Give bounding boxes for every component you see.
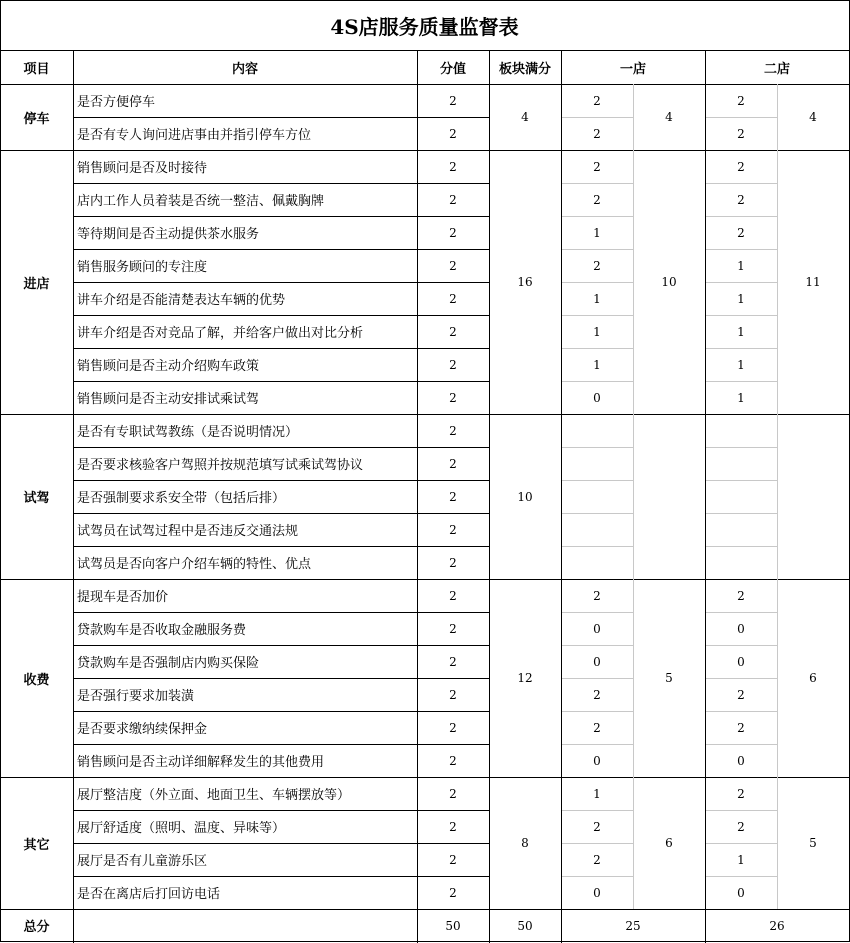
row-store2-score: 1 <box>737 852 745 867</box>
row-store2-score: 1 <box>737 258 745 273</box>
grid-line <box>777 150 778 415</box>
row-store2-score: 2 <box>737 687 745 702</box>
grid-line <box>73 414 74 580</box>
row-store2-score: 2 <box>737 588 745 603</box>
row-store2-score: 1 <box>737 324 745 339</box>
grid-line <box>561 678 634 679</box>
row-score: 2 <box>449 291 457 306</box>
store2-section-total: 6 <box>809 671 817 685</box>
store1-section-total: 10 <box>661 275 677 289</box>
row-content: 试驾员在试驾过程中是否违反交通法规 <box>77 524 299 539</box>
grid-line <box>705 711 778 712</box>
section-name: 试驾 <box>23 491 50 506</box>
store1-section-total: 5 <box>665 671 673 685</box>
row-store1-score: 2 <box>593 192 601 207</box>
section-name: 其它 <box>23 837 50 853</box>
grid-line <box>561 876 634 877</box>
row-score: 2 <box>449 522 457 537</box>
row-score: 2 <box>449 93 457 108</box>
row-content: 是否在离店后打回访电话 <box>77 887 221 902</box>
grid-line <box>705 216 778 217</box>
grid-line <box>561 50 562 85</box>
row-content: 贷款购车是否收取金融服务费 <box>77 623 247 638</box>
grid-line <box>489 150 490 415</box>
grid-line <box>73 84 74 151</box>
grid-line <box>561 480 634 481</box>
grid-line <box>561 744 634 745</box>
grid-line <box>73 183 490 184</box>
row-store1-score <box>561 447 633 480</box>
row-content: 销售顾问是否主动安排试乘试驾 <box>77 392 260 407</box>
row-score: 2 <box>449 390 457 405</box>
grid-line <box>705 315 778 316</box>
row-score: 2 <box>449 225 457 240</box>
grid-line <box>705 612 778 613</box>
row-store2-score: 2 <box>737 93 745 108</box>
row-content: 讲车介绍是否能清楚表达车辆的优势 <box>77 293 286 308</box>
grid-line <box>705 84 706 151</box>
row-content: 展厅舒适度（照明、温度、异味等） <box>77 821 286 836</box>
row-store2-score: 2 <box>737 159 745 174</box>
row-content: 贷款购车是否强制店内购买保险 <box>77 656 260 671</box>
row-score: 2 <box>449 852 457 867</box>
grid-line <box>705 777 706 910</box>
grid-line <box>777 777 778 910</box>
row-store1-score: 1 <box>593 225 601 240</box>
row-store2-score: 2 <box>737 819 745 834</box>
row-score: 2 <box>449 192 457 207</box>
grid-line <box>633 579 634 778</box>
section-full-score: 12 <box>517 671 533 685</box>
grid-line <box>705 117 778 118</box>
grid-line <box>561 315 634 316</box>
row-content: 是否要求缴纳续保押金 <box>77 722 208 737</box>
row-store2-score: 2 <box>737 126 745 141</box>
table-title: 4S店服务质量监督表 <box>330 14 519 39</box>
row-score: 2 <box>449 687 457 702</box>
grid-line <box>633 777 634 910</box>
grid-line <box>705 480 778 481</box>
row-score: 2 <box>449 753 457 768</box>
grid-line <box>561 843 634 844</box>
row-content: 销售顾问是否及时接待 <box>77 161 208 176</box>
grid-line <box>777 414 778 580</box>
row-store2-score: 2 <box>737 786 745 801</box>
grid-line <box>633 84 634 151</box>
grid-line <box>73 216 490 217</box>
row-store1-score: 2 <box>593 720 601 735</box>
grid-line <box>561 84 562 151</box>
row-content: 讲车介绍是否对竞品了解，并给客户做出对比分析 <box>77 326 364 341</box>
grid-line <box>705 50 706 85</box>
grid-line <box>73 810 490 811</box>
row-store1-score <box>561 546 633 579</box>
row-content: 店内工作人员着装是否统一整洁、佩戴胸牌 <box>77 194 325 209</box>
grid-line <box>73 249 490 250</box>
row-content: 提现车是否加价 <box>77 590 169 605</box>
grid-line <box>561 381 634 382</box>
row-store1-score: 1 <box>593 786 601 801</box>
row-store1-score: 1 <box>593 324 601 339</box>
grid-line <box>705 645 778 646</box>
store2-section-total: 4 <box>809 110 817 124</box>
header-score: 分值 <box>439 61 466 77</box>
row-content: 试驾员是否向客户介绍车辆的特性、优点 <box>77 557 312 572</box>
grid-line <box>561 579 562 778</box>
grid-line <box>73 480 490 481</box>
grid-line <box>417 84 418 151</box>
row-store2-score <box>705 546 777 579</box>
grid-line <box>705 447 778 448</box>
row-store2-score: 0 <box>737 621 745 636</box>
section-full-score: 10 <box>517 489 533 504</box>
grid-line <box>73 150 74 415</box>
row-content: 是否方便停车 <box>77 95 156 110</box>
grid-line <box>561 513 634 514</box>
row-store2-score: 2 <box>737 225 745 240</box>
grid-line <box>561 348 634 349</box>
grid-line <box>73 645 490 646</box>
row-store1-score: 0 <box>593 390 601 405</box>
grid-line <box>489 84 490 151</box>
row-content: 是否有专职试驾教练（是否说明情况） <box>77 425 299 440</box>
row-store2-score: 0 <box>737 654 745 669</box>
row-store2-score <box>705 513 777 546</box>
grid-line <box>0 0 850 1</box>
row-store1-score: 2 <box>593 852 601 867</box>
grid-line <box>777 84 778 151</box>
section-name: 收费 <box>23 672 50 688</box>
grid-line <box>73 546 490 547</box>
row-content: 销售服务顾问的专注度 <box>77 260 208 275</box>
store2-section-total <box>777 414 849 579</box>
grid-line <box>417 579 418 778</box>
grid-line <box>73 612 490 613</box>
grid-line <box>561 546 634 547</box>
row-content: 等待期间是否主动提供茶水服务 <box>77 227 260 242</box>
grid-line <box>73 711 490 712</box>
row-store2-score: 0 <box>737 885 745 900</box>
row-score: 2 <box>449 258 457 273</box>
grid-line <box>705 876 778 877</box>
grid-line <box>417 777 418 910</box>
row-store1-score: 0 <box>593 753 601 768</box>
grid-line <box>705 348 778 349</box>
row-score: 2 <box>449 456 457 471</box>
grid-line <box>561 909 562 943</box>
grid-line <box>705 579 706 778</box>
row-store1-score: 2 <box>593 588 601 603</box>
row-store1-score: 2 <box>593 819 601 834</box>
grid-line <box>705 909 706 943</box>
grid-line <box>417 909 418 943</box>
row-store2-score: 1 <box>737 291 745 306</box>
row-score: 2 <box>449 885 457 900</box>
grid-line <box>705 843 778 844</box>
grid-line <box>73 381 490 382</box>
grid-line <box>73 579 74 778</box>
total-label: 总分 <box>23 920 50 935</box>
section-name: 停车 <box>23 111 50 127</box>
grid-line <box>73 117 490 118</box>
grid-line <box>73 843 490 844</box>
row-store1-score: 0 <box>593 885 601 900</box>
grid-line <box>73 50 74 85</box>
grid-line <box>561 282 634 283</box>
grid-line <box>489 909 490 943</box>
row-content: 销售顾问是否主动介绍购车政策 <box>77 359 260 374</box>
grid-line <box>561 711 634 712</box>
grid-line <box>73 348 490 349</box>
row-score: 2 <box>449 159 457 174</box>
grid-line <box>705 810 778 811</box>
row-store1-score: 2 <box>593 93 601 108</box>
row-store1-score: 2 <box>593 159 601 174</box>
grid-line <box>417 150 418 415</box>
grid-line <box>633 150 634 415</box>
row-content: 是否要求核验客户驾照并按规范填写试乘试驾协议 <box>77 458 364 473</box>
grid-line <box>705 546 778 547</box>
row-store2-score: 1 <box>737 390 745 405</box>
row-score: 2 <box>449 423 457 438</box>
section-name: 进店 <box>23 276 50 292</box>
grid-line <box>561 117 634 118</box>
grid-line <box>561 249 634 250</box>
grid-line <box>777 579 778 778</box>
grid-line <box>489 50 490 85</box>
grid-line <box>489 414 490 580</box>
grid-line <box>705 282 778 283</box>
row-store1-score: 1 <box>593 291 601 306</box>
grid-line <box>73 282 490 283</box>
grid-line <box>561 150 562 415</box>
row-store1-score <box>561 513 633 546</box>
row-store2-score: 2 <box>737 192 745 207</box>
grid-line <box>561 183 634 184</box>
row-store2-score <box>705 480 777 513</box>
grid-line <box>561 216 634 217</box>
row-score: 2 <box>449 621 457 636</box>
grid-line <box>73 744 490 745</box>
grid-line <box>561 777 562 910</box>
grid-line <box>561 810 634 811</box>
grid-line <box>489 579 490 778</box>
grid-line <box>705 744 778 745</box>
row-score: 2 <box>449 819 457 834</box>
grid-line <box>0 50 850 51</box>
header-item: 项目 <box>23 61 50 77</box>
row-score: 2 <box>449 489 457 504</box>
grid-line <box>73 447 490 448</box>
grid-line <box>561 447 634 448</box>
total-store2: 26 <box>769 918 785 933</box>
grid-line <box>705 249 778 250</box>
store2-section-total: 11 <box>805 275 821 289</box>
grid-line <box>561 414 562 580</box>
row-content: 销售顾问是否主动详细解释发生的其他费用 <box>77 755 325 770</box>
row-content: 展厅是否有儿童游乐区 <box>77 854 208 869</box>
header-section-full: 板块满分 <box>498 61 551 77</box>
row-store2-score <box>705 447 777 480</box>
store1-section-total: 4 <box>665 110 673 124</box>
grid-line <box>73 777 74 910</box>
grid-line <box>705 414 706 580</box>
grid-line <box>633 414 634 580</box>
row-store2-score <box>705 414 777 447</box>
header-store1: 一店 <box>619 61 646 77</box>
grid-line <box>417 50 418 85</box>
grid-line <box>73 315 490 316</box>
row-content: 是否有专人询问进店事由并指引停车方位 <box>77 128 312 143</box>
row-score: 2 <box>449 357 457 372</box>
row-store1-score: 2 <box>593 126 601 141</box>
grid-line <box>705 678 778 679</box>
row-store1-score: 2 <box>593 687 601 702</box>
grid-line <box>561 645 634 646</box>
total-full: 50 <box>517 918 533 933</box>
row-score: 2 <box>449 654 457 669</box>
header-content: 内容 <box>231 61 258 77</box>
row-store2-score: 0 <box>737 753 745 768</box>
row-store1-score: 0 <box>593 654 601 669</box>
row-score: 2 <box>449 555 457 570</box>
row-store2-score: 1 <box>737 357 745 372</box>
row-store1-score: 1 <box>593 357 601 372</box>
row-score: 2 <box>449 720 457 735</box>
grid-line <box>73 909 74 943</box>
total-store1: 25 <box>625 918 641 933</box>
row-score: 2 <box>449 588 457 603</box>
row-store2-score: 2 <box>737 720 745 735</box>
grid-line <box>73 876 490 877</box>
row-store1-score <box>561 414 633 447</box>
header-store2: 二店 <box>763 61 790 77</box>
row-score: 2 <box>449 324 457 339</box>
grid-line <box>417 414 418 580</box>
grid-line <box>705 381 778 382</box>
grid-line <box>561 612 634 613</box>
grid-line <box>73 678 490 679</box>
row-score: 2 <box>449 786 457 801</box>
store1-section-total <box>633 414 705 579</box>
grid-line <box>705 183 778 184</box>
section-full-score: 4 <box>521 110 529 124</box>
row-store1-score <box>561 480 633 513</box>
row-content: 是否强制要求系安全带（包括后排） <box>77 491 286 506</box>
section-full-score: 16 <box>517 275 533 289</box>
grid-line <box>705 150 706 415</box>
row-content: 展厅整洁度（外立面、地面卫生、车辆摆放等） <box>77 788 351 803</box>
total-score: 50 <box>445 918 461 933</box>
row-score: 2 <box>449 126 457 141</box>
store2-section-total: 5 <box>809 836 817 850</box>
grid-line <box>73 513 490 514</box>
row-store1-score: 2 <box>593 258 601 273</box>
grid-line <box>489 777 490 910</box>
store1-section-total: 6 <box>665 836 673 850</box>
row-content: 是否强行要求加装潢 <box>77 689 195 704</box>
grid-line <box>705 513 778 514</box>
row-store1-score: 0 <box>593 621 601 636</box>
section-full-score: 8 <box>521 836 529 850</box>
